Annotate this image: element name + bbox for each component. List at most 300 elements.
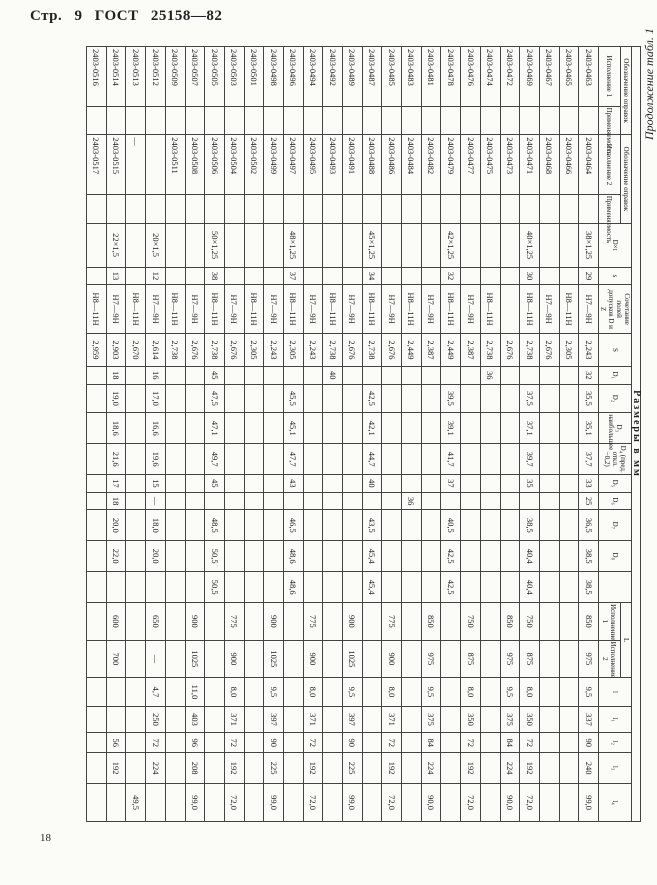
table-cell: [441, 492, 461, 510]
table-cell: 371: [224, 706, 244, 732]
table-cell: 2403-0485: [382, 47, 402, 107]
table-cell: 42,5: [441, 572, 461, 603]
table-cell: 45: [205, 366, 225, 384]
table-cell: 192: [106, 753, 126, 784]
table-cell: 192: [303, 753, 323, 784]
table-cell: 2,738: [165, 333, 185, 366]
table-cell: [559, 572, 579, 603]
table-cell: [264, 510, 284, 541]
table-cell: [343, 444, 363, 475]
table-cell: [461, 475, 481, 493]
table-cell: 337: [579, 706, 599, 732]
table-cell: [244, 510, 264, 541]
table-cell: 2,738: [323, 333, 343, 366]
table-cell: [323, 572, 343, 603]
table-cell: [421, 267, 441, 285]
table-cell: 224: [146, 753, 166, 784]
table-cell: [284, 678, 304, 707]
table-cell: [185, 413, 205, 444]
table-row: [284, 47, 304, 822]
table-cell: [87, 194, 107, 223]
table-cell: [165, 267, 185, 285]
table-cell: 2403-0463: [579, 47, 599, 107]
table-cell: [244, 413, 264, 444]
page-label: Стр.: [30, 8, 63, 24]
table-cell: [126, 510, 146, 541]
table-cell: 371: [303, 706, 323, 732]
table-cell: [126, 106, 146, 135]
table-row: [87, 47, 107, 822]
table-cell: 2403-0475: [480, 135, 500, 195]
table-cell: 225: [264, 753, 284, 784]
table-cell: [146, 106, 166, 135]
table-cell: 35,5: [579, 384, 599, 413]
table-cell: 2403-0515: [106, 135, 126, 195]
table-cell: 2,738: [480, 333, 500, 366]
table-cell: [382, 223, 402, 267]
table-cell: 1025: [264, 640, 284, 678]
table-cell: [500, 541, 520, 572]
table-cell: [421, 366, 441, 384]
table-cell: 900: [382, 640, 402, 678]
table-cell: [461, 366, 481, 384]
table-cell: 775: [382, 603, 402, 641]
table-cell: 8,0: [382, 678, 402, 707]
table-cell: 2403-0495: [303, 135, 323, 195]
table-row: [224, 47, 244, 822]
table-cell: 2,670: [126, 333, 146, 366]
table-cell: [362, 753, 382, 784]
col-version1: Исполнение 1: [599, 47, 621, 107]
table-cell: [303, 444, 323, 475]
table-row: [520, 47, 540, 822]
table-cell: [224, 510, 244, 541]
table-cell: [185, 267, 205, 285]
table-cell: 39,7: [520, 444, 540, 475]
col-l: l: [599, 678, 632, 707]
table-cell: [343, 541, 363, 572]
table-cell: [480, 492, 500, 510]
table-cell: [539, 733, 559, 753]
table-cell: 224: [500, 753, 520, 784]
table-cell: [559, 784, 579, 822]
table-cell: [165, 541, 185, 572]
table-cell: 2,738: [520, 333, 540, 366]
table-cell: [539, 784, 559, 822]
table-cell: 2403-0467: [539, 47, 559, 107]
table-cell: 48,6: [284, 541, 304, 572]
table-cell: [421, 492, 441, 510]
table-row: [539, 47, 559, 822]
col-D5: D₅: [599, 475, 632, 493]
table-cell: 2403-0502: [244, 135, 264, 195]
table-cell: 19,6: [146, 444, 166, 475]
table-cell: 2403-0503: [224, 47, 244, 107]
table-cell: [185, 475, 205, 493]
table-cell: [461, 267, 481, 285]
table-cell: [224, 475, 244, 493]
table-cell: 8,0: [520, 678, 540, 707]
table-cell: 650: [146, 603, 166, 641]
table-cell: 72,0: [303, 784, 323, 822]
table-cell: [284, 784, 304, 822]
table-row: [579, 47, 599, 822]
table-cell: 2403-0473: [500, 135, 520, 195]
table-cell: 350: [520, 706, 540, 732]
table-cell: 49,5: [126, 784, 146, 822]
table-cell: 2403-0478: [441, 47, 461, 107]
table-cell: [362, 784, 382, 822]
table-cell: [126, 603, 146, 641]
table-cell: 2403-0484: [402, 135, 422, 195]
table-cell: 850: [421, 603, 441, 641]
table-row: [343, 47, 363, 822]
table-cell: [362, 106, 382, 135]
table-cell: H7—9H: [303, 285, 323, 334]
table-cell: [284, 194, 304, 223]
table-cell: [480, 753, 500, 784]
table-cell: 2403-0464: [579, 135, 599, 195]
table-cell: 2403-0504: [224, 135, 244, 195]
table-cell: 37,1: [520, 413, 540, 444]
table-cell: 36: [402, 492, 422, 510]
table-row: [205, 47, 225, 822]
table-cell: 2403-0479: [441, 135, 461, 195]
table-cell: [441, 603, 461, 641]
table-cell: [461, 194, 481, 223]
table-cell: 38: [205, 267, 225, 285]
table-cell: H8—11H: [441, 285, 461, 334]
table-row: [421, 47, 441, 822]
table-row: [264, 47, 284, 822]
table-cell: [323, 753, 343, 784]
table-cell: 46,5: [284, 510, 304, 541]
table-cell: [224, 106, 244, 135]
col-D6: D₆: [599, 492, 632, 510]
table-cell: [264, 194, 284, 223]
table-cell: [87, 366, 107, 384]
table-cell: 30: [520, 267, 540, 285]
table-cell: [382, 475, 402, 493]
table-cell: [126, 678, 146, 707]
table-cell: 96: [185, 733, 205, 753]
table-row: [461, 47, 481, 822]
table-cell: [244, 733, 264, 753]
table-cell: [539, 572, 559, 603]
table-cell: H7—9H: [382, 285, 402, 334]
table-cell: 600: [106, 603, 126, 641]
table-cell: 2,449: [402, 333, 422, 366]
table-cell: 2403-0511: [165, 135, 185, 195]
table-cell: [303, 413, 323, 444]
table-cell: H8—11H: [323, 285, 343, 334]
table-cell: 2,676: [224, 333, 244, 366]
table-cell: [87, 444, 107, 475]
table-cell: 2403-0482: [421, 135, 441, 195]
table-cell: [87, 640, 107, 678]
table-cell: [343, 413, 363, 444]
table-cell: [205, 784, 225, 822]
table-cell: [303, 384, 323, 413]
table-cell: [402, 223, 422, 267]
table-cell: [323, 223, 343, 267]
table-cell: 2,305: [244, 333, 264, 366]
table-cell: [303, 541, 323, 572]
col-applicability-2: Применяемость: [599, 194, 621, 223]
table-cell: 2403-0498: [264, 47, 284, 107]
table-cell: H7—9H: [343, 285, 363, 334]
table-cell: 775: [303, 603, 323, 641]
table-cell: 2403-0513: [126, 47, 146, 107]
table-cell: [323, 444, 343, 475]
table-cell: [87, 784, 107, 822]
table-cell: [185, 541, 205, 572]
table-cell: 371: [382, 706, 402, 732]
table-cell: [480, 733, 500, 753]
table-cell: 42,1: [362, 413, 382, 444]
table-cell: 397: [264, 706, 284, 732]
table-cell: 11,0: [185, 678, 205, 707]
table-cell: [343, 267, 363, 285]
table-cell: [539, 492, 559, 510]
table-cell: [539, 541, 559, 572]
table-cell: [323, 706, 343, 732]
table-cell: 900: [185, 603, 205, 641]
col-L2: Исполнение 2: [599, 640, 621, 678]
table-cell: [224, 267, 244, 285]
table-cell: 2,243: [264, 333, 284, 366]
table-cell: H8—11H: [87, 285, 107, 334]
table-cell: [559, 194, 579, 223]
table-cell: [559, 413, 579, 444]
table-cell: [87, 706, 107, 732]
table-cell: [402, 475, 422, 493]
table-cell: 192: [382, 753, 402, 784]
table-cell: 40,5: [441, 510, 461, 541]
table-cell: [421, 541, 441, 572]
table-cell: 72,0: [382, 784, 402, 822]
table-cell: [441, 194, 461, 223]
table-cell: [323, 384, 343, 413]
table-cell: [165, 753, 185, 784]
col-s-small: s: [599, 267, 632, 285]
table-cell: 90: [264, 733, 284, 753]
table-cell: 36,5: [579, 510, 599, 541]
table-cell: [165, 384, 185, 413]
table-cell: 84: [421, 733, 441, 753]
table-row: [382, 47, 402, 822]
table-row: [500, 47, 520, 822]
table-cell: 2403-0487: [362, 47, 382, 107]
table-cell: [402, 733, 422, 753]
table-cell: 2403-0506: [205, 135, 225, 195]
table-cell: [421, 510, 441, 541]
table-cell: 45,5: [284, 384, 304, 413]
table-cell: [244, 753, 264, 784]
table-cell: [421, 106, 441, 135]
table-row: [323, 47, 343, 822]
table-cell: [500, 384, 520, 413]
table-cell: 39,1: [441, 413, 461, 444]
table-cell: 16,6: [146, 413, 166, 444]
table-cell: 225: [343, 753, 363, 784]
table-cell: [165, 413, 185, 444]
table-cell: [244, 106, 264, 135]
table-cell: [343, 106, 363, 135]
table-cell: H7—9H: [579, 285, 599, 334]
table-cell: 50,5: [205, 572, 225, 603]
table-cell: 45,4: [362, 541, 382, 572]
table-cell: [402, 603, 422, 641]
table-cell: [559, 640, 579, 678]
table-cell: 875: [461, 640, 481, 678]
table-cell: [421, 413, 441, 444]
table-cell: [480, 603, 500, 641]
table-cell: 47,7: [284, 444, 304, 475]
table-cell: 99,0: [264, 784, 284, 822]
table-cell: H8—11H: [362, 285, 382, 334]
table-cell: [362, 194, 382, 223]
page-number: 18: [40, 832, 51, 844]
table-cell: [165, 640, 185, 678]
table-cell: [421, 384, 441, 413]
table-cell: 37,7: [579, 444, 599, 475]
table-cell: [520, 366, 540, 384]
table-cell: 72,0: [520, 784, 540, 822]
dimensions-table: [86, 46, 641, 822]
table-cell: 37: [284, 267, 304, 285]
table-row: [480, 47, 500, 822]
table-cell: [461, 106, 481, 135]
table-cell: 2,676: [500, 333, 520, 366]
table-cell: 2403-0489: [343, 47, 363, 107]
table-cell: 2403-0509: [165, 47, 185, 107]
table-row: [402, 47, 422, 822]
table-cell: 9,5: [264, 678, 284, 707]
table-cell: [284, 106, 304, 135]
table-cell: [106, 572, 126, 603]
table-cell: [165, 106, 185, 135]
table-cell: [559, 444, 579, 475]
table-cell: [165, 444, 185, 475]
table-title: Размеры в мм: [632, 47, 641, 822]
table-row: [362, 47, 382, 822]
table-cell: [480, 384, 500, 413]
table-cell: 2403-0488: [362, 135, 382, 195]
table-cell: 775: [224, 603, 244, 641]
table-cell: [87, 678, 107, 707]
table-row: [185, 47, 205, 822]
table-body: [87, 47, 599, 822]
table-cell: 90,0: [500, 784, 520, 822]
table-cell: [165, 678, 185, 707]
table-cell: H7—9H: [421, 285, 441, 334]
table-cell: [244, 444, 264, 475]
table-cell: [382, 444, 402, 475]
table-cell: [244, 640, 264, 678]
table-cell: 2,676: [343, 333, 363, 366]
table-cell: 2403-0505: [205, 47, 225, 107]
table-cell: [264, 492, 284, 510]
table-row: [559, 47, 579, 822]
col-version2: Исполнение 2: [599, 135, 621, 195]
table-cell: [402, 510, 422, 541]
table-cell: [500, 106, 520, 135]
table-cell: 875: [520, 640, 540, 678]
table-cell: 72: [520, 733, 540, 753]
table-cell: [539, 194, 559, 223]
table-cell: [165, 733, 185, 753]
col-L1: Исполнение 1: [599, 603, 621, 641]
table-cell: [362, 640, 382, 678]
table-cell: 72: [303, 733, 323, 753]
table-cell: [126, 706, 146, 732]
table-cell: [343, 384, 363, 413]
table-cell: [264, 475, 284, 493]
table-cell: [106, 784, 126, 822]
table-cell: 975: [500, 640, 520, 678]
table-cell: 48×1,25: [284, 223, 304, 267]
table-cell: 40,4: [520, 572, 540, 603]
table-cell: [244, 706, 264, 732]
table-cell: 2,243: [579, 333, 599, 366]
table-cell: [382, 384, 402, 413]
table-cell: 192: [520, 753, 540, 784]
table-cell: 9,5: [421, 678, 441, 707]
table-cell: [441, 753, 461, 784]
table-cell: 40: [323, 366, 343, 384]
table-cell: [284, 753, 304, 784]
table-cell: [480, 267, 500, 285]
table-cell: [87, 541, 107, 572]
table-cell: [382, 572, 402, 603]
table-cell: [382, 194, 402, 223]
table-cell: [343, 223, 363, 267]
table-cell: 47,5: [205, 384, 225, 413]
table-cell: [224, 413, 244, 444]
table-cell: [303, 223, 323, 267]
standard-number: 25158—82: [150, 8, 223, 24]
table-cell: [126, 384, 146, 413]
table-cell: 8,0: [303, 678, 323, 707]
table-cell: [441, 733, 461, 753]
table-container: [93, 46, 641, 822]
table-cell: [441, 106, 461, 135]
table-cell: [126, 413, 146, 444]
table-cell: 99,0: [579, 784, 599, 822]
table-row: [441, 47, 461, 822]
table-cell: 33: [579, 475, 599, 493]
table-cell: [421, 194, 441, 223]
table-cell: 13: [106, 267, 126, 285]
table-cell: 375: [500, 706, 520, 732]
table-cell: [323, 510, 343, 541]
table-cell: 1025: [185, 640, 205, 678]
table-cell: [87, 603, 107, 641]
table-cell: [382, 267, 402, 285]
table-cell: [402, 541, 422, 572]
table-cell: [165, 194, 185, 223]
table-cell: [224, 444, 244, 475]
col-applicability-1: Применяемость: [599, 106, 621, 135]
table-cell: 2403-0496: [284, 47, 304, 107]
table-cell: [579, 194, 599, 223]
table-cell: [539, 640, 559, 678]
table-cell: [539, 706, 559, 732]
table-cell: 240: [579, 753, 599, 784]
table-cell: H7—9H: [224, 285, 244, 334]
table-cell: [382, 492, 402, 510]
